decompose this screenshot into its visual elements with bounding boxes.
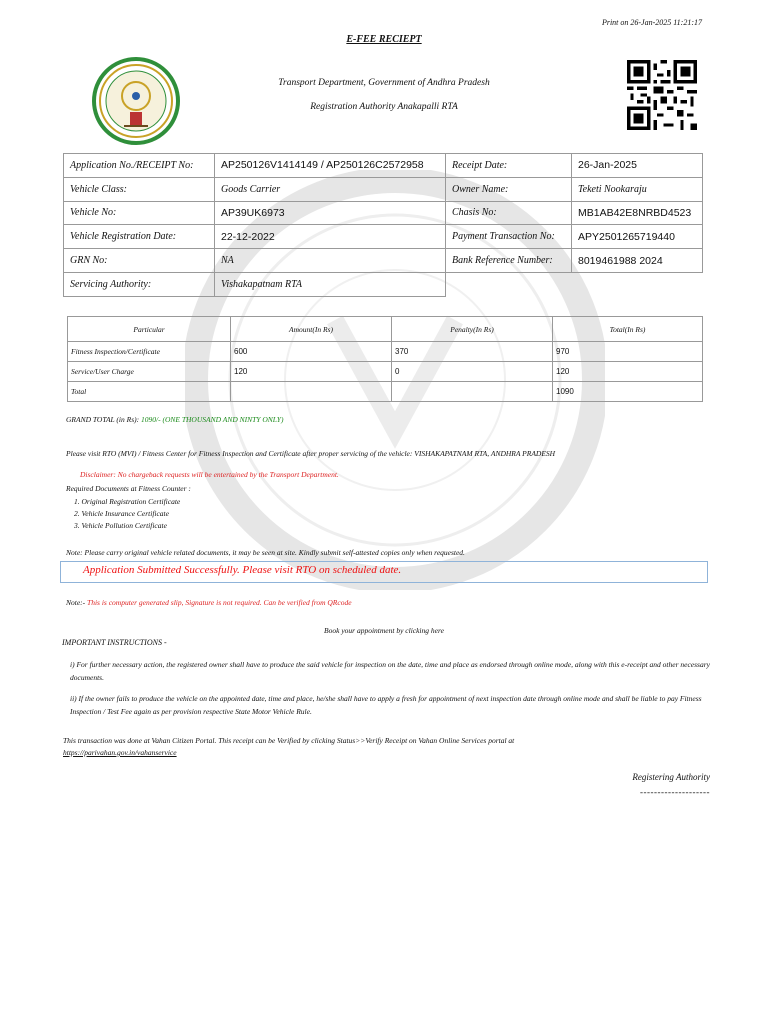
- important-instructions-heading: IMPORTANT INSTRUCTIONS -: [62, 638, 167, 647]
- required-docs-heading: Required Documents at Fitness Counter :: [66, 484, 191, 493]
- fee-total: 970: [553, 342, 703, 362]
- table-row: [68, 362, 703, 382]
- receipt-date-label: Receipt Date:: [446, 154, 572, 178]
- visit-instruction: Please visit RTO (MVI) / Fitness Center for Fitness Inspection and Certificate after proper servicing of the vehicle: VISHAKAPATNAM RTA, ANDHRA PRADESH: [66, 449, 556, 458]
- note-text: This is computer generated slip, Signature is not required. Can be verified from QRcode: [85, 598, 352, 607]
- table-row: [64, 272, 703, 296]
- fee-penalty: 0: [392, 362, 553, 382]
- fee-penalty: 370: [392, 342, 553, 362]
- owner-name-label: Owner Name:: [446, 177, 572, 201]
- registration-authority: Registration Authority Anakapalli RTA: [310, 102, 458, 112]
- disclaimer: Disclaimer: No chargeback requests will be entertained by the Transport Department.: [80, 470, 339, 479]
- fee-particular: Service/User Charge: [68, 362, 231, 382]
- fee-header-row: [68, 317, 703, 342]
- registering-authority: Registering Authority: [632, 772, 710, 782]
- instruction-1: i) For further necessary action, the registered owner shall have to produce the said vehicle for inspection on the date, time and place as endorsed through online mode, along with this e-receipt and other necessary documents.: [70, 660, 710, 682]
- application-no-value: AP250126V1414149 / AP250126C2572958: [215, 154, 446, 178]
- required-docs-list: [74, 496, 180, 532]
- vehicle-no-label: Vehicle No:: [64, 201, 215, 225]
- owner-name-value: Teketi Nookaraju: [572, 177, 703, 201]
- fee-particular: Total: [68, 382, 231, 402]
- total-header: Total(In Rs): [553, 317, 703, 342]
- documents-note: Note: Please carry original vehicle related documents, it may be seen at site. Kindly submit self-attested copies only when requested.: [66, 548, 465, 557]
- fee-penalty: [392, 382, 553, 402]
- receipt-title: E-FEE RECIEPT: [346, 34, 422, 45]
- grand-total: [66, 415, 283, 424]
- instruction-2: ii) If the owner fails to produce the vehicle on the appointed date, time and place, he/she shall have to apply a fresh for appointment of next inspection date through online mode and shall be liable to pay Fitness Inspection / Test Fee again as per provision respective State Motor Vehicle Rule.: [70, 694, 702, 716]
- fee-particular: Fitness Inspection/Certificate: [68, 342, 231, 362]
- success-message: Application Submitted Successfully. Please visit RTO on scheduled date.: [83, 564, 402, 576]
- vehicle-class-value: Goods Carrier: [215, 177, 446, 201]
- ap-government-emblem: [88, 56, 184, 146]
- table-row: [64, 177, 703, 201]
- table-row: [64, 154, 703, 178]
- grn-no-label: GRN No:: [64, 249, 215, 273]
- fee-total: 120: [553, 362, 703, 382]
- vehicle-class-label: Vehicle Class:: [64, 177, 215, 201]
- grand-total-value: 1090/- (ONE THOUSAND AND NINTY ONLY): [141, 415, 284, 424]
- table-row: [64, 201, 703, 225]
- chasis-no-label: Chasis No:: [446, 201, 572, 225]
- list-item: 1. Original Registration Certificate: [74, 497, 181, 506]
- penalty-header: Penalty(In Rs): [392, 317, 553, 342]
- registration-date-label: Vehicle Registration Date:: [64, 225, 215, 249]
- note-label: Note:-: [66, 598, 86, 607]
- registration-date-value: 22-12-2022: [215, 225, 446, 249]
- table-row: [64, 225, 703, 249]
- payment-transaction-value: APY2501265719440: [572, 225, 703, 249]
- servicing-authority-value: Vishakapatnam RTA: [215, 272, 446, 296]
- list-item: 2. Vehicle Insurance Certificate: [74, 509, 169, 518]
- receipt-date-value: 26-Jan-2025: [572, 154, 703, 178]
- computer-generated-note: [66, 598, 352, 607]
- fee-table: [67, 316, 703, 402]
- servicing-authority-label: Servicing Authority:: [64, 272, 215, 296]
- grn-no-value: NA: [215, 249, 446, 273]
- transaction-text: This transaction was done at Vahan Citizen Portal. This receipt can be Verified by clicking Status>>Verify Receipt on Vahan Online Services portal at: [63, 736, 515, 745]
- department-name: Transport Department, Government of Andhra Pradesh: [278, 78, 490, 88]
- fee-amount: 600: [231, 342, 392, 362]
- vehicle-no-value: AP39UK6973: [215, 201, 446, 225]
- grand-total-label: GRAND TOTAL (in Rs):: [66, 415, 140, 424]
- fee-total: 1090: [553, 382, 703, 402]
- fee-amount: [231, 382, 392, 402]
- book-appointment-link[interactable]: Book your appointment by clicking here: [324, 626, 444, 635]
- amount-header: Amount(In Rs): [231, 317, 392, 342]
- bank-reference-value: 8019461988 2024: [572, 249, 703, 273]
- bank-reference-label: Bank Reference Number:: [446, 249, 572, 273]
- table-row: [68, 382, 703, 402]
- qr-code-icon[interactable]: [627, 60, 697, 130]
- payment-transaction-label: Payment Transaction No:: [446, 225, 572, 249]
- vehicle-info-table: [63, 153, 703, 297]
- particular-header: Particular: [68, 317, 231, 342]
- transaction-note: [63, 735, 514, 759]
- table-row: [68, 342, 703, 362]
- application-no-label: Application No./RECEIPT No:: [64, 154, 215, 178]
- fee-amount: 120: [231, 362, 392, 382]
- vahan-service-link[interactable]: https://parivahan.gov.in/vahanservice: [63, 748, 177, 757]
- list-item: 3. Vehicle Pollution Certificate: [74, 521, 167, 530]
- signature-line: --------------------: [640, 787, 710, 797]
- success-banner: [60, 561, 708, 583]
- print-timestamp: Print on 26-Jan-2025 11:21:17: [601, 18, 702, 27]
- chasis-no-value: MB1AB42E8NRBD4523: [572, 201, 703, 225]
- table-row: [64, 249, 703, 273]
- empty-cell: [446, 272, 703, 296]
